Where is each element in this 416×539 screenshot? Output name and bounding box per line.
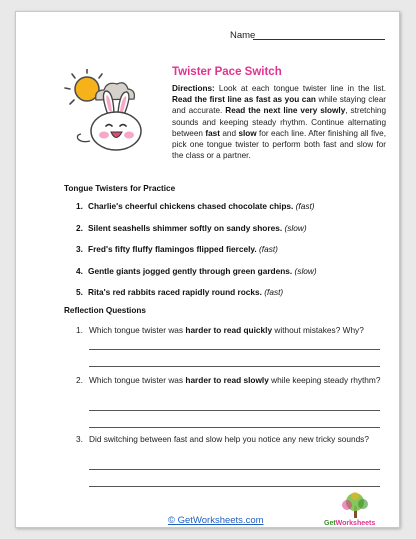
item-number: 3. (76, 244, 83, 254)
question-number: 2. (76, 375, 83, 385)
answer-line[interactable] (89, 410, 380, 411)
directions-bold: Read the next line very slowly (225, 106, 346, 116)
directions-part: Look at each tongue twister line in the list. (214, 84, 386, 93)
name-field-line (253, 39, 385, 40)
question-number: 1. (76, 325, 83, 335)
item-number: 5. (76, 287, 83, 297)
pace-tag: (fast) (259, 244, 278, 254)
directions-text (172, 83, 386, 161)
answer-line[interactable] (89, 349, 380, 350)
pace-tag: (slow) (294, 265, 317, 276)
worksheet-page (15, 11, 400, 528)
question-emphasis: harder to read quickly (185, 325, 273, 335)
twister-text: Charlie's cheerful chickens chased chocolate chips. (88, 201, 294, 211)
item-number: 1. (76, 201, 83, 211)
twisters-heading: Tongue Twisters for Practice (64, 184, 176, 193)
item-number: 2. (76, 222, 83, 233)
list-item (76, 223, 317, 245)
directions-part: and (219, 128, 239, 138)
question-emphasis: harder to read slowly (185, 375, 269, 385)
logo-get: Get (324, 520, 336, 527)
question-number: 3. (76, 434, 83, 444)
list-item (76, 201, 317, 223)
getworksheets-link[interactable]: © GetWorksheets.com (168, 515, 264, 526)
answer-line[interactable] (89, 469, 380, 470)
question-3 (76, 434, 386, 446)
directions-label: Directions: (172, 84, 215, 93)
logo-worksheets: Worksheets (335, 520, 376, 527)
question-text: Which tongue twister was (89, 375, 186, 385)
twister-text: Fred's fifty fluffy flamingos flipped fiercely. (88, 244, 257, 254)
twister-text: Rita's red rabbits raced rapidly round rocks. (88, 287, 262, 297)
question-text: Did switching between fast and slow help you notice any new tricky sounds? (89, 434, 369, 444)
question-1 (76, 325, 386, 337)
directions-part: for each line. After finishing all five, pick one tongue twister to perform both fast and slow for the class or a partner. (172, 128, 386, 161)
question-text: while keeping steady rhythm? (268, 375, 381, 385)
question-text: Which tongue twister was (89, 325, 186, 335)
sun-cloud-bunny-illustration (62, 69, 168, 159)
twister-list (76, 201, 317, 309)
answer-line[interactable] (89, 486, 380, 487)
directions-part: while staying clear and accurate. (172, 95, 386, 116)
directions-part: , stretching sounds and keeping steady rhythm. Continue alternating between (172, 106, 386, 138)
list-item (76, 244, 317, 266)
answer-line[interactable] (89, 366, 380, 367)
worksheet-title: Twister Pace Switch (172, 66, 282, 78)
directions-bold: fast (205, 128, 220, 138)
twister-text: Silent seashells shimmer softly on sandy shores. (88, 222, 283, 233)
reflection-heading: Reflection Questions (64, 306, 146, 315)
pace-tag: (fast) (264, 287, 284, 297)
item-number: 4. (76, 265, 83, 276)
pace-tag: (slow) (284, 222, 307, 233)
twister-text: Gentle giants jogged gently through green gardens. (88, 265, 293, 276)
directions-bold: slow (238, 128, 257, 138)
directions-bold: Read the first line as fast as you can (172, 95, 316, 105)
list-item (76, 266, 317, 288)
logo-wordmark (324, 520, 375, 527)
answer-line[interactable] (89, 427, 380, 428)
question-text: without mistakes? Why? (272, 325, 364, 335)
question-2 (76, 375, 386, 387)
name-label: Name (230, 30, 256, 41)
pace-tag: (fast) (295, 201, 315, 211)
